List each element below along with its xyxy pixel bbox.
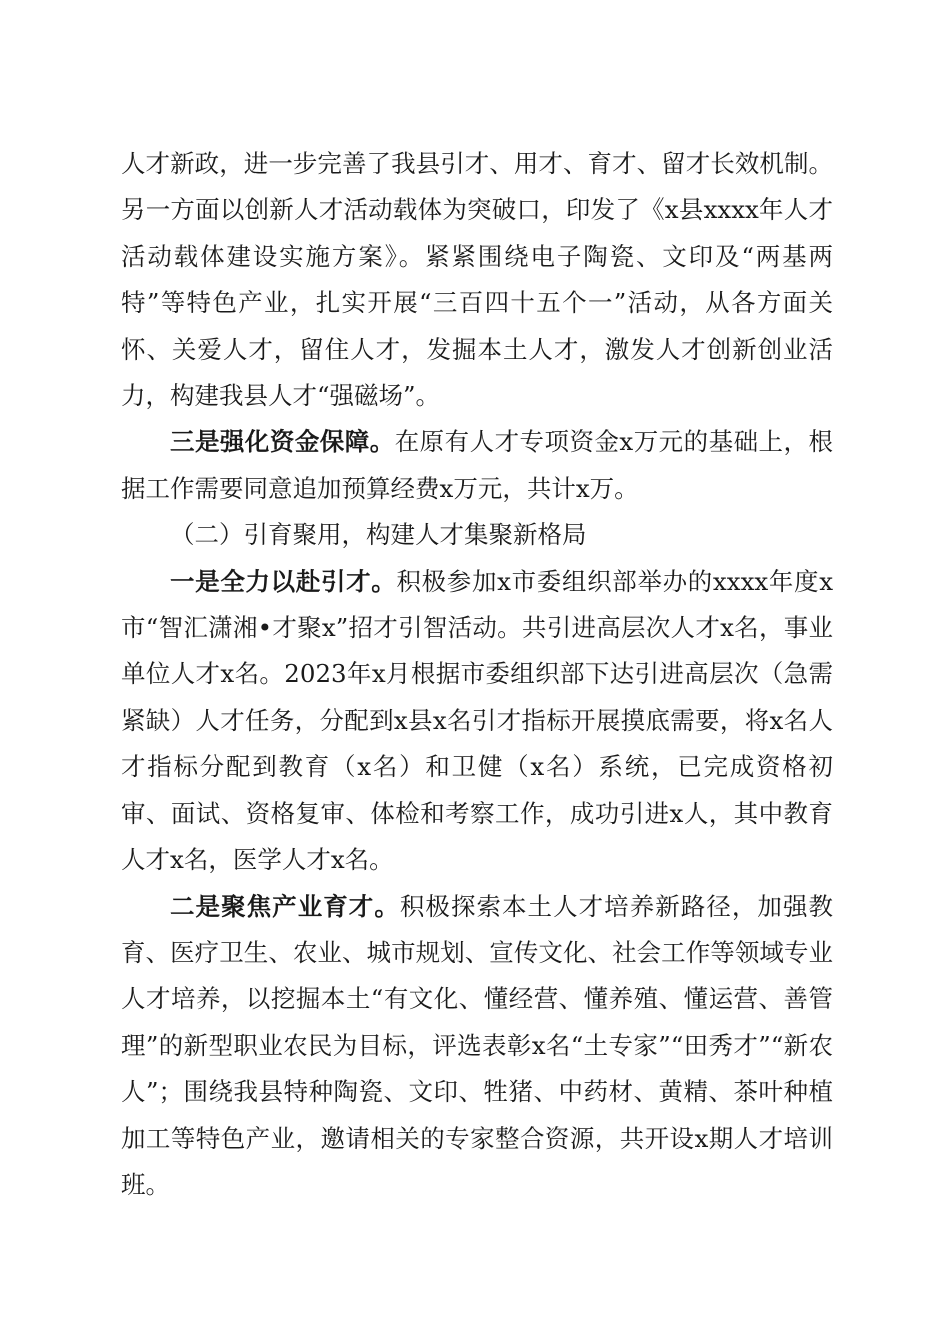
paragraph-text: 在原有人才专项资金x万元的基础上，根据工作需要同意追加预算经费x万元，共计x万。	[121, 427, 833, 503]
paragraph-continuation	[121, 141, 833, 419]
paragraph-lead: 三是强化资金保障。	[170, 427, 395, 457]
section-heading: （二）引育聚用，构建人才集聚新格局	[170, 520, 587, 550]
paragraph-lead: 一是全力以赴引才。	[170, 566, 397, 596]
paragraph-text: 积极探索本土人才培养新路径，加强教育、医疗卫生、农业、城市规划、宣传文化、社会工作等领域专业人才培养，以挖掘本土“有文化、懂经营、懂养殖、懂运营、善管理”的新型职业农民为目标，评选表彰x名“土专家”“田秀才”“新农人”；围绕我县特种陶瓷、文印、牲猪、中药材、黄精、茶叶种植加工等特色产业，邀请相关的专家整合资源，共开设x期人才培训班。	[121, 891, 833, 1199]
document-body	[121, 141, 833, 1208]
paragraph-industry-training	[121, 884, 833, 1209]
paragraph-lead: 二是聚焦产业育才。	[170, 891, 400, 921]
paragraph-text: 人才新政，进一步完善了我县引才、用才、育才、留才长效机制。另一方面以创新人才活动载体为突破口，印发了《x县xxxx年人才活动载体建设实施方案》。紧紧围绕电子陶瓷、文印及“两基两特”等特色产业，扎实开展“三百四十五个一”活动，从各方面关怀、关爱人才，留住人才，发掘本土人才，激发人才创新创业活力，构建我县人才“强磁场”。	[121, 149, 833, 411]
paragraph-talent-introduction	[121, 559, 833, 884]
paragraph-funding-guarantee	[121, 419, 833, 512]
paragraph-text: 积极参加x市委组织部举办的xxxx年度x市“智汇潇湘•才聚x”招才引智活动。共引进高层次人才x名，事业单位人才x名。2023年x月根据市委组织部下达引进高层次（急需紧缺）人才任务，分配到x县x名引才指标开展摸底需要，将x名人才指标分配到教育（x名）和卫健（x名）系统，已完成资格初审、面试、资格复审、体检和考察工作，成功引进x人，其中教育人才x名，医学人才x名。	[121, 566, 834, 875]
